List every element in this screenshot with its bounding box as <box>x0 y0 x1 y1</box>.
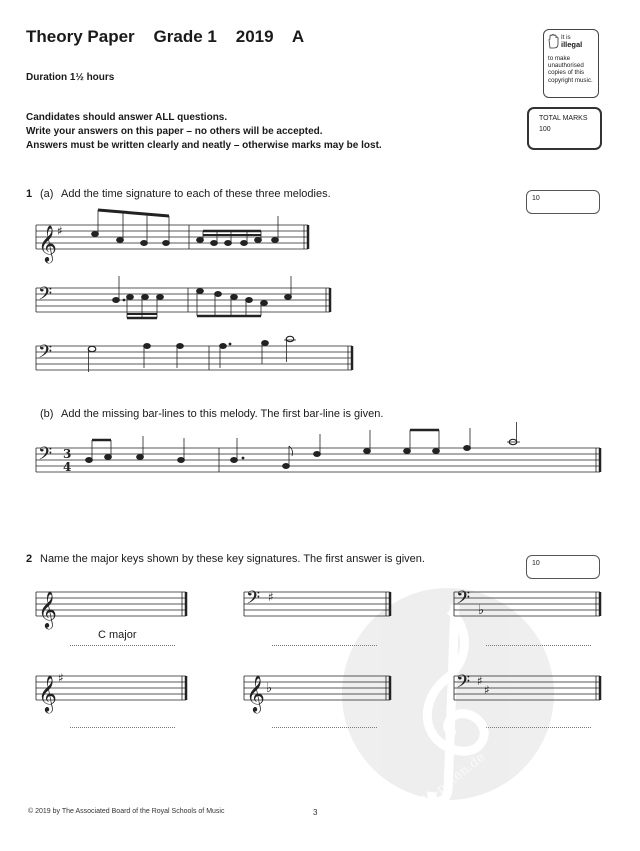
sharp-icon: ♯ <box>484 683 490 697</box>
instruction-line: Write your answers on this paper – no others will be accepted. <box>26 126 323 137</box>
notice-line: It is <box>561 34 571 41</box>
bass-clef-icon: 𝄢 <box>38 342 53 367</box>
question-text: Name the major keys shown by these key signatures. The first answer is given. <box>40 553 425 565</box>
total-marks-value: 100 <box>539 126 551 133</box>
treble-clef-icon: 𝄞 <box>38 224 57 262</box>
copyright-footer: © 2019 by The Associated Board of the Royal Schools of Music <box>28 808 225 815</box>
treble-clef-icon: 𝄞 <box>38 674 57 712</box>
sharp-icon: ♯ <box>57 224 63 238</box>
question-part-label: (b) <box>40 408 54 420</box>
page-number: 3 <box>313 808 318 817</box>
bass-clef-icon: 𝄢 <box>456 672 471 697</box>
question-number: 2 <box>26 553 33 565</box>
total-marks-label: TOTAL MARKS <box>539 115 588 122</box>
notice-text: to make unauthorised copies of this copyright music. <box>548 55 593 84</box>
notice-illegal-word: illegal <box>561 40 583 50</box>
question-text: Add the time signature to each of these three melodies. <box>61 188 331 200</box>
sharp-icon: ♯ <box>268 590 274 604</box>
time-sig-top: 3 <box>63 447 72 461</box>
watermark-text: alle-noten.de <box>411 749 489 815</box>
question-part-label: (a) <box>40 188 54 200</box>
duration: Duration 1½ hours <box>26 72 115 83</box>
flat-icon: ♭ <box>478 603 485 618</box>
page-title: Theory Paper Grade 1 2019 A <box>26 27 305 46</box>
bass-clef-icon: 𝄢 <box>456 588 471 613</box>
instruction-line: Candidates should answer ALL questions. <box>26 112 228 123</box>
given-answer: C major <box>98 629 137 641</box>
marks-value: 10 <box>532 195 540 202</box>
time-sig-bottom: 4 <box>63 460 72 474</box>
bass-clef-icon: 𝄢 <box>246 588 261 613</box>
staff-melody-4 <box>36 422 600 472</box>
instruction-line: Answers must be written clearly and neatly – otherwise marks may be lost. <box>26 140 382 151</box>
marks-value: 10 <box>532 560 540 567</box>
treble-clef-icon: 𝄞 <box>38 590 57 628</box>
sharp-icon: ♯ <box>477 674 483 688</box>
flat-icon: ♭ <box>266 681 273 696</box>
bass-clef-icon: 𝄢 <box>38 284 53 309</box>
staff-melody-2 <box>36 276 330 318</box>
bass-clef-icon: 𝄢 <box>38 444 53 469</box>
staff-melody-3 <box>36 336 352 372</box>
watermark <box>342 588 554 802</box>
treble-clef-icon: 𝄞 <box>246 674 265 712</box>
sharp-icon: ♯ <box>58 671 64 685</box>
question-text: Add the missing bar-lines to this melody. The first bar-line is given. <box>61 408 384 420</box>
staff-melody-1 <box>36 210 308 249</box>
question-number: 1 <box>26 188 33 200</box>
